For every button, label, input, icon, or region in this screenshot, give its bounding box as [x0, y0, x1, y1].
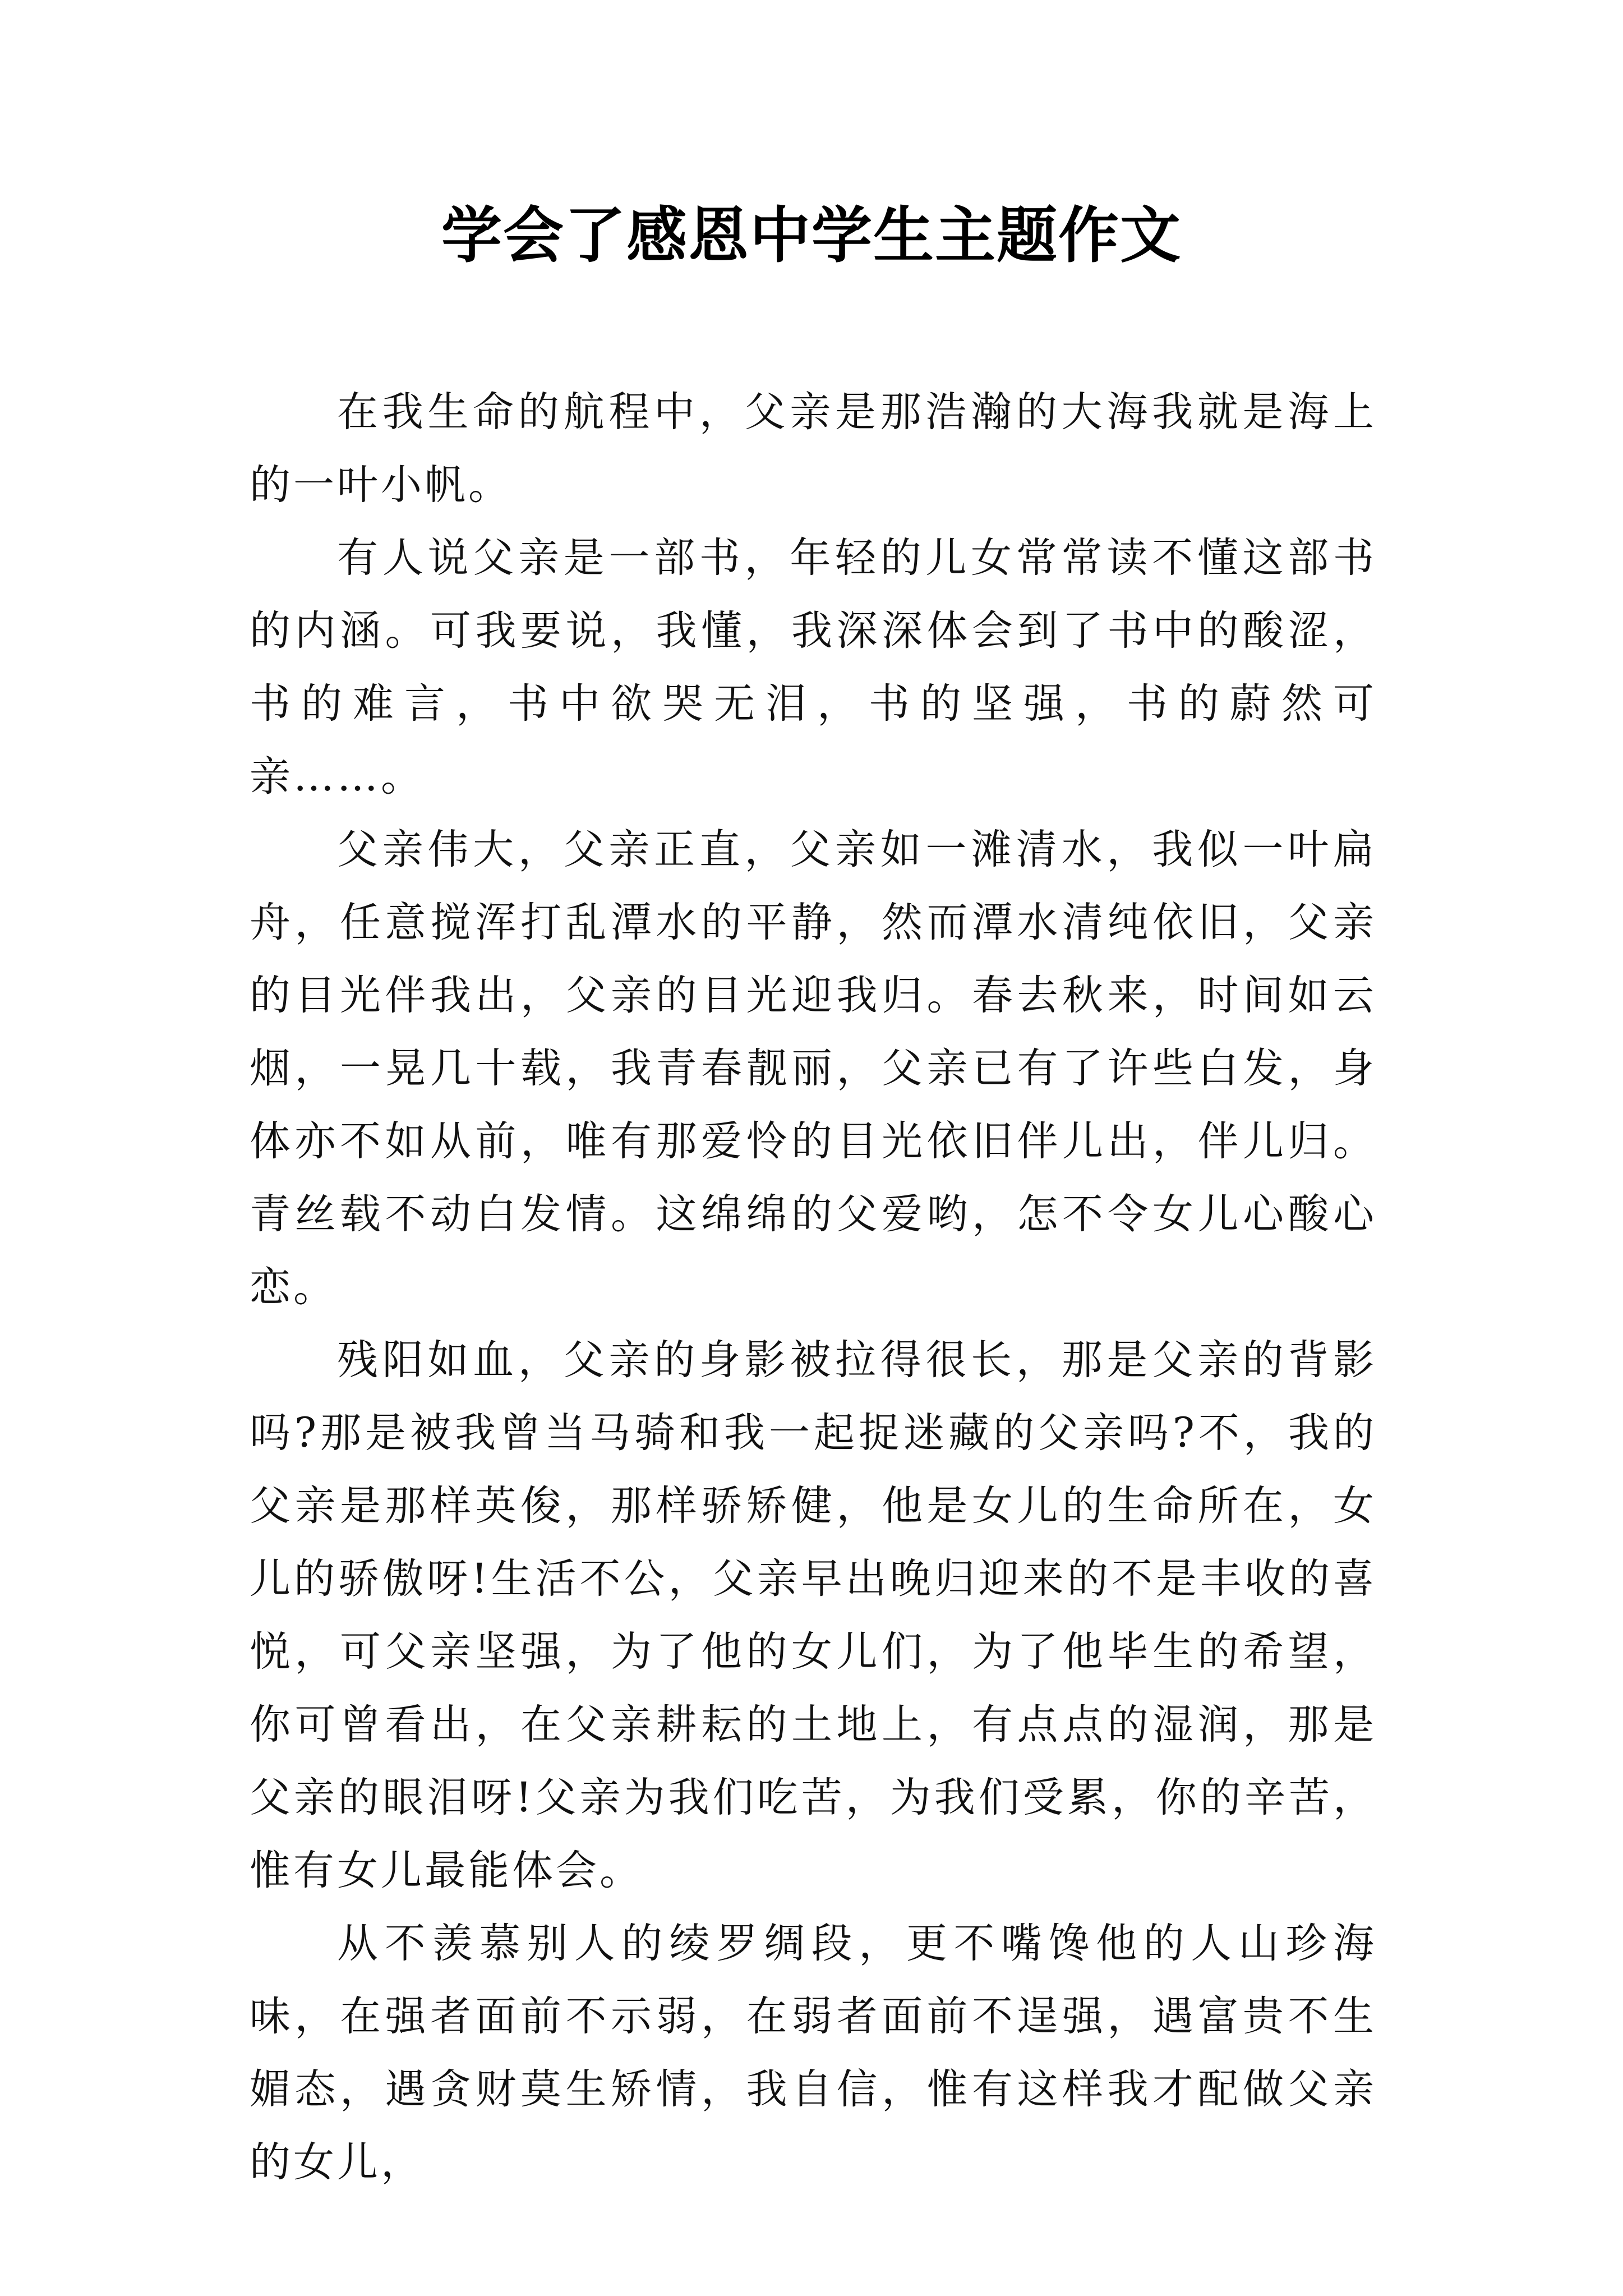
paragraph-4: 残阳如血，父亲的身影被拉得很长，那是父亲的背影吗?那是被我曾当马骑和我一起捉迷藏的父亲吗?不，我的父亲是那样英俊，那样骄矫健，他是女儿的生命所在，女儿的骄傲呀!生活不公，父亲早出晚归迎来的不是丰收的喜悦，可父亲坚强，为了他的女儿们，为了他毕生的希望，你可曾看出，在父亲耕耘的土地上，有点点的湿润，那是父亲的眼泪呀!父亲为我们吃苦，为我们受累，你的辛苦，惟有女儿最能体会。 [250, 1336, 1377, 1894]
paragraph-2: 有人说父亲是一部书，年轻的儿女常常读不懂这部书的内涵。可我要说，我懂，我深深体会到了书中的酸涩，书的难言，书中欲哭无泪，书的坚强，书的蔚然可亲……。 [250, 534, 1377, 800]
document-title: 学会了感恩中学生主题作文 [441, 200, 1182, 271]
paragraph-1: 在我生命的航程中，父亲是那浩瀚的大海我就是海上的一叶小帆。 [250, 388, 1377, 509]
paragraph-5: 从不羡慕别人的绫罗绸段，更不嘴馋他的人山珍海味，在强者面前不示弱，在弱者面前不逞强，遇富贵不生媚态，遇贪财莫生矫情，我自信，惟有这样我才配做父亲的女儿， [250, 1920, 1377, 2186]
document-body [250, 376, 1377, 2199]
paragraph-3: 父亲伟大，父亲正直，父亲如一滩清水，我似一叶扁舟，任意搅浑打乱潭水的平静，然而潭水清纯依旧，父亲的目光伴我出，父亲的目光迎我归。春去秋来，时间如云烟，一晃几十载，我青春靓丽，父亲已有了许些白发，身体亦不如从前，唯有那爱怜的目光依旧伴儿出，伴儿归。青丝载不动白发情。这绵绵的父爱哟，怎不令女儿心酸心恋。 [250, 826, 1377, 1311]
